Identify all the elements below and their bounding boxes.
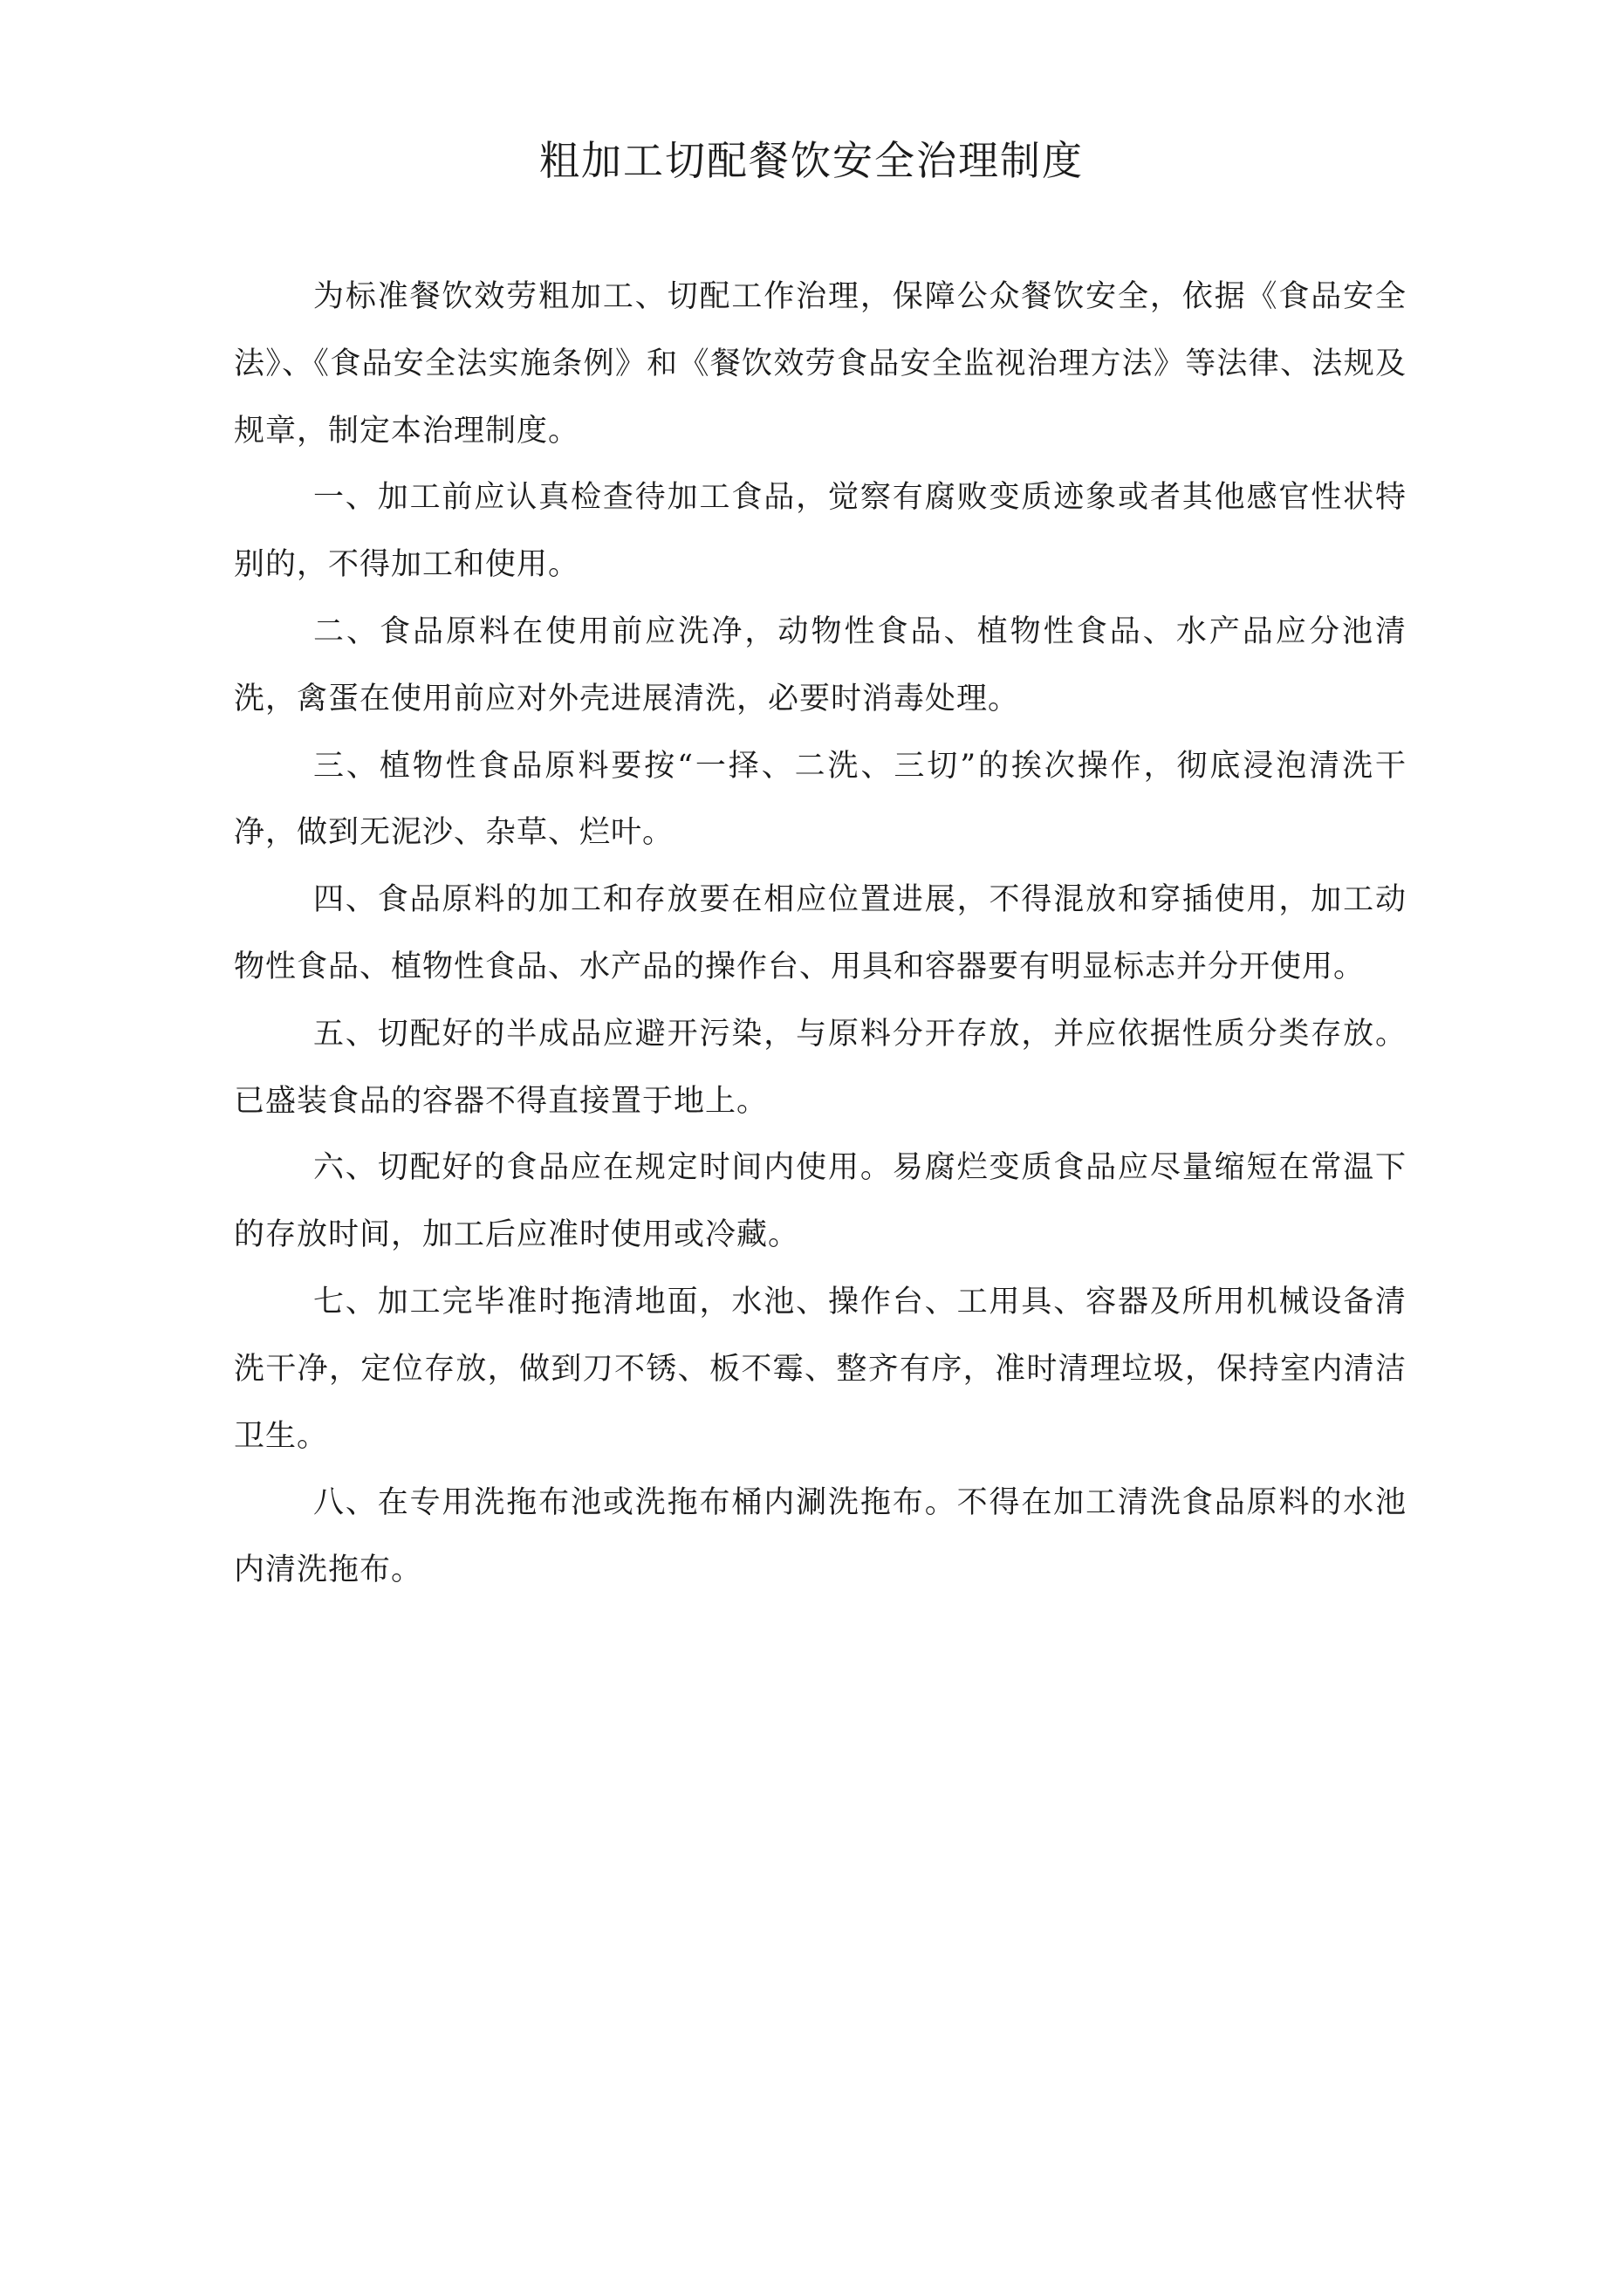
paragraph-item-7: 七、加工完毕准时拖清地面，水池、操作台、工用具、容器及所用机械设备清洗干净，定位存放，做到刀不锈、板不霉、整齐有序，准时清理垃圾，保持室内清洁卫生。 (234, 1284, 1407, 1454)
paragraph-item-2: 二、食品原料在使用前应洗净，动物性食品、植物性食品、水产品应分池清洗，禽蛋在使用前应对外壳进展清洗，必要时消毒处理。 (234, 613, 1407, 716)
document-body (234, 264, 1407, 1604)
paragraph-item-8: 八、在专用洗拖布池或洗拖布桶内涮洗拖布。不得在加工清洗食品原料的水池内清洗拖布。 (234, 1485, 1407, 1588)
document-title: 粗加工切配餐饮安全治理制度 (539, 137, 1084, 184)
paragraph-item-4: 四、食品原料的加工和存放要在相应位置进展，不得混放和穿插使用，加工动物性食品、植物性食品、水产品的操作台、用具和容器要有明显标志并分开使用。 (234, 882, 1407, 984)
paragraph-item-6: 六、切配好的食品应在规定时间内使用。易腐烂变质食品应尽量缩短在常温下的存放时间，加工后应准时使用或冷藏。 (234, 1150, 1407, 1253)
paragraph-intro: 为标准餐饮效劳粗加工、切配工作治理，保障公众餐饮安全，依据《食品安全法》、《食品安全法实施条例》和《餐饮效劳食品安全监视治理方法》等法律、法规及规章，制定本治理制度。 (234, 279, 1407, 449)
paragraph-item-3: 三、植物性食品原料要按“一择、二洗、三切”的挨次操作，彻底浸泡清洗干净，做到无泥沙、杂草、烂叶。 (234, 748, 1407, 851)
paragraph-item-5: 五、切配好的半成品应避开污染，与原料分开存放，并应依据性质分类存放。已盛装食品的容器不得直接置于地上。 (234, 1016, 1407, 1119)
paragraph-item-1: 一、加工前应认真检查待加工食品，觉察有腐败变质迹象或者其他感官性状特别的，不得加工和使用。 (234, 480, 1407, 583)
